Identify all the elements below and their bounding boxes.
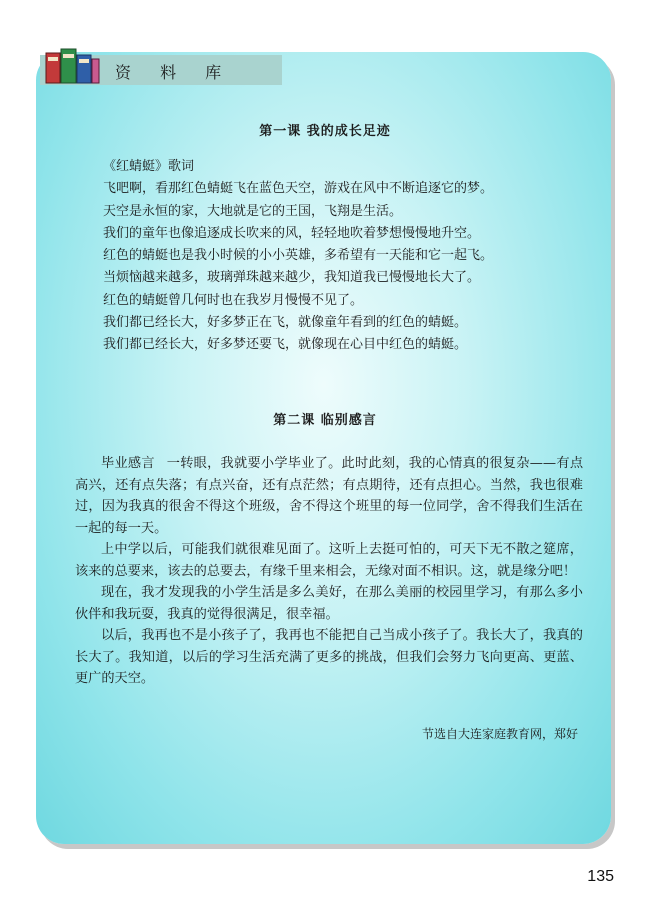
lesson-2-title: 第二课 临别感言 [273, 413, 377, 428]
song-title: 《红蜻蜓》歌词 [103, 159, 195, 174]
source-citation: 节选自大连家庭教育网，郑好 [421, 727, 578, 741]
essay-paragraph [75, 453, 583, 539]
essay-paragraph-text: 一转眼，我就要小学毕业了。此时此刻，我的心情真的很复杂——有点高兴，还有点失落；有点兴奋，还有点茫然；有点期待，还有点担心。当然，我也很难过，因为我真的很舍不得这个班级，舍不得这个班里的每一位同学，舍不得我们生活在一起的每一天。 [75, 456, 584, 536]
lyric-line: 当烦恼越来越多，玻璃弹珠越来越少，我知道我已慢慢地长大了。 [103, 270, 481, 286]
books-icon [44, 43, 100, 85]
essay-paragraph: 现在，我才发现我的小学生活是多么美好，在那么美丽的校园里学习，有那么多小伙伴和我玩耍，我真的觉得很满足，很幸福。 [75, 585, 583, 622]
essay-paragraph: 以后，我再也不是小孩子了，我再也不能把自己当成小孩子了。我长大了，我真的长大了。我知道，以后的学习生活充满了更多的挑战，但我们会努力飞向更高、更蓝、更广的天空。 [75, 628, 583, 686]
song-lyrics [103, 156, 493, 357]
lyric-line: 天空是永恒的家，大地就是它的王国，飞翔是生活。 [103, 203, 403, 219]
lyric-line: 我们都已经长大，好多梦还要飞，就像现在心目中红色的蜻蜓。 [103, 337, 468, 353]
lyric-line: 红色的蜻蜓曾几何时也在我岁月慢慢不见了。 [103, 292, 364, 308]
section-header-title: 资 料 库 [115, 63, 234, 82]
lyric-line: 飞吧啊，看那红色蜻蜓飞在蓝色天空，游戏在风中不断追逐它的梦。 [103, 181, 494, 197]
lesson-1-title: 第一课 我的成长足迹 [259, 124, 391, 139]
page-number: 135 [587, 868, 614, 885]
lyric-line: 我们都已经长大，好多梦正在飞，就像童年看到的红色的蜻蜓。 [103, 315, 468, 331]
lyric-line: 红色的蜻蜓也是我小时候的小小英雄，多希望有一天能和它一起飞。 [103, 248, 494, 264]
lyric-line: 我们的童年也像追逐成长吹来的风，轻轻地吹着梦想慢慢地升空。 [103, 225, 481, 241]
essay-paragraph: 上中学以后，可能我们就很难见面了。这听上去挺可怕的，可天下无不散之筵席，该来的总要来，该去的总要去，有缘千里来相会，无缘对面不相识。这，就是缘分吧！ [75, 542, 583, 579]
farewell-essay [75, 453, 583, 690]
essay-heading: 毕业感言 [101, 456, 155, 471]
